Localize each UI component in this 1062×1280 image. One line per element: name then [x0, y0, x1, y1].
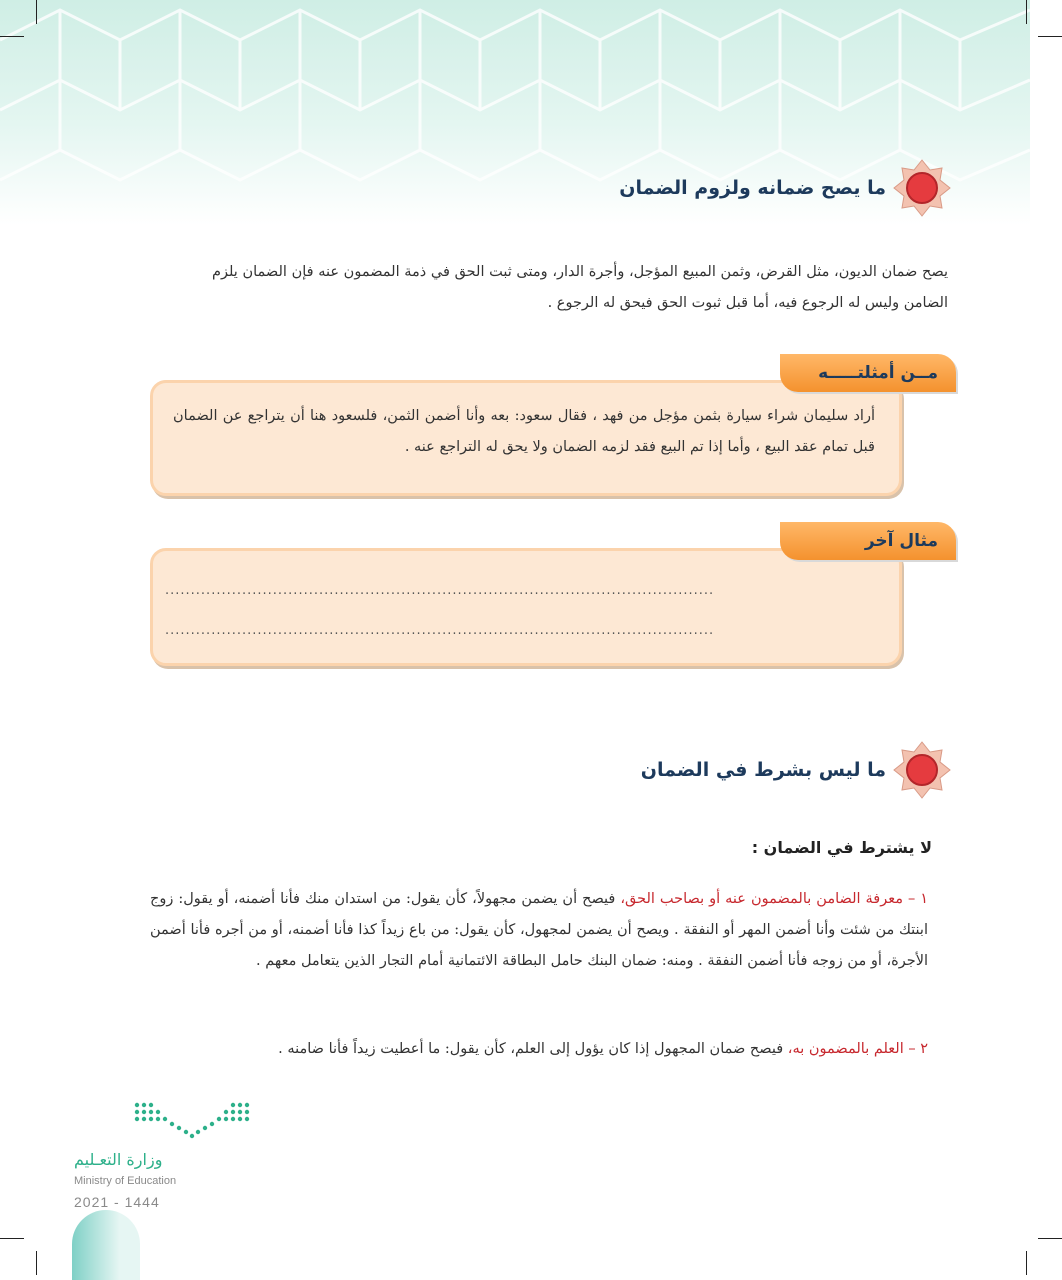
examples-tab [780, 354, 956, 392]
octagram-rosette-icon [892, 740, 952, 800]
crop-mark [0, 1238, 24, 1239]
conditions-heading: لا يشترط في الضمان : [751, 838, 932, 857]
item-text: فيصح ضمان المجهول إذا كان يؤول إلى العلم، كأن يقول: ما أعطيت زيداً فأنا ضامنه . [278, 1041, 784, 1057]
ministry-name-ar: وزارة التعـليم [74, 1150, 163, 1169]
crop-mark [36, 1251, 37, 1275]
intro-paragraph: يصح ضمان الديون، مثل القرض، وثمن المبيع المؤجل، وأجرة الدار، ومتى ثبت الحق في ذمة المضمون عنه فإن الضمان يلزم الضامن وليس له الرجوع فيه، أما قبل ثبوت الحق فيحق له الرجوع . [212, 264, 948, 311]
crop-mark [1038, 1238, 1062, 1239]
examples-box [150, 380, 902, 496]
crop-mark [1026, 0, 1027, 24]
page-arch-decoration [72, 1210, 140, 1280]
crop-mark [0, 36, 24, 37]
crop-mark [1038, 36, 1062, 37]
another-example-tab [780, 522, 956, 560]
condition-item: ١ – معرفة الضامن بالمضمون عنه أو بصاحب الحق، فيصح أن يضمن مجهولاً، كأن يقول: من استدان منك فأنا أضمنه، أو يقول: زوج ابنتك من شئت وأنا أضمن المهر أو النفقة . ويصح أن يضمن لمجهول، كأن يقول: من باع زيداً كذا فأنا أضمنه، أو من أجره فأنا أضمن الأجرة، أو من زوجه فأنا أضمن النفقة . ومنه: ضمان البنك حامل البطاقة الائتمانية أمام التجار الذين يتعامل معهم . [150, 891, 929, 969]
item-highlight: العلم بالمضمون به، [787, 1041, 904, 1057]
item-highlight: معرفة الضامن بالمضمون عنه أو بصاحب الحق، [620, 891, 903, 907]
answer-line[interactable]: ........................................................................................................... [165, 583, 715, 598]
section-heading [619, 158, 952, 218]
ministry-name-en: Ministry of Education [74, 1175, 177, 1187]
crop-mark [36, 0, 37, 24]
examples-text: أراد سليمان شراء سيارة بثمن مؤجل من فهد ، فقال سعود: بعه وأنا أضمن الثمن، فلسعود هنا أن يتراجع عن الضمان قبل تمام عقد البيع ، وأما إذا تم البيع فقد لزمه الضمان ولا يحق له التراجع عنه . [173, 408, 875, 455]
section-heading [641, 740, 952, 800]
examples-tab-label: مــن أمثلتـــــه [818, 363, 938, 383]
crop-mark [1026, 1251, 1027, 1275]
edition-year: 2021 - 1444 [74, 1194, 160, 1210]
item-number: ١ [920, 891, 929, 907]
another-example-box [150, 548, 902, 666]
ministry-logo-icon [132, 1100, 252, 1145]
another-example-tab-label: مثال آخر [864, 531, 938, 551]
section-title: ما ليس بشرط في الضمان [640, 759, 886, 781]
section-title: ما يصح ضمانه ولزوم الضمان [619, 177, 886, 199]
octagram-rosette-icon [892, 158, 952, 218]
item-number: ٢ [920, 1041, 928, 1057]
condition-item: ٢ – العلم بالمضمون به، فيصح ضمان المجهول إذا كان يؤول إلى العلم، كأن يقول: ما أعطيت زيداً فأنا ضامنه . [278, 1041, 928, 1057]
answer-line[interactable]: ........................................................................................................... [165, 623, 715, 638]
item-text: فيصح أن يضمن مجهولاً، كأن يقول: من استدان منك فأنا أضمنه، أو يقول: زوج ابنتك من شئت وأنا أضمن المهر أو النفقة . ويصح أن يضمن لمجهول، كأن يقول: من باع زيداً كذا فأنا أضمنه، أو من أجره فأنا أضمن الأجرة، أو من زوجه فأنا أضمن النفقة . ومنه: ضمان البنك حامل البطاقة الائتمانية أمام التجار الذين يتعامل معهم . [150, 891, 928, 969]
